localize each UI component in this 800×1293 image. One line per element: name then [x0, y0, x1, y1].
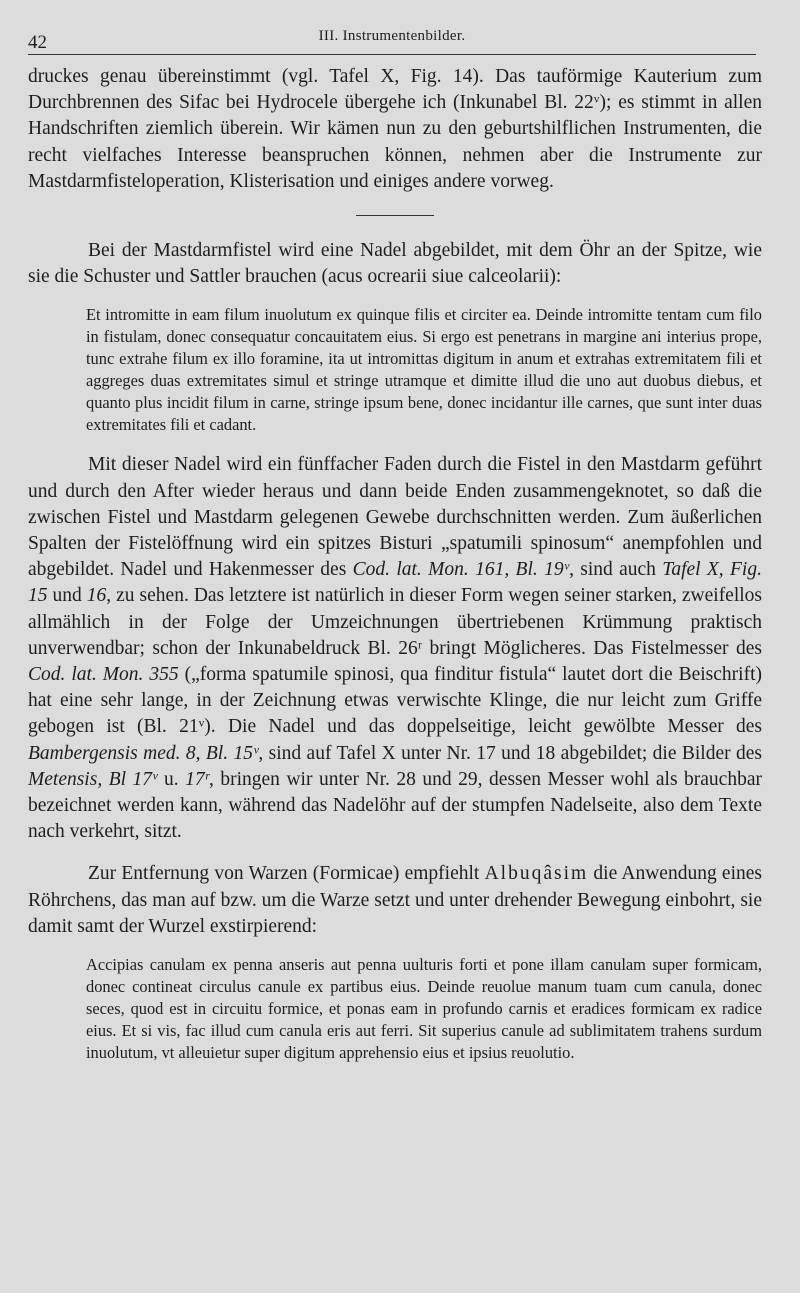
section-divider: [356, 215, 434, 216]
p3-text-a: Mit dieser Nadel wird ein fünffacher Faden durch die Fistel in den Mastdarm geführt und durch den After wieder heraus und dann beide Enden zusammengeknotet, so daß die zwischen Fistel und Mastdarm gelegenen Gewebe durchschnitten werden. Zum äußerlichen Spalten der Fistelöffnung wird ein spitzes Bisturi „spatumili spinosum“ anempfohlen und abgebildet. Nadel und Hakenmesser des: [28, 454, 762, 581]
p3-text-d: , zu sehen. Das letztere ist natürlich in dieser Form wegen seiner starken, zweifellos allmählich in der Folge der Umzeichnungen übertriebenen Krümmung praktisch unverwendbar; schon der Inkunabeldruck Bl. 26ʳ bringt Möglicheres. Das Fistelmesser des: [28, 585, 763, 659]
running-title: III. Instrumentenbilder.: [318, 28, 466, 44]
citation-fig-16: 16: [86, 585, 107, 607]
p3-text-f: , sind auf Tafel X unter Nr. 17 und 18 abgebildet; die Bilder des: [258, 742, 762, 764]
paragraph-2: Bei der Mastdarmfistel wird eine Nadel abgebildet, mit dem Öhr an der Spitze, wie sie die Schuster und Sattler brauchen (acus ocrearii siue calceolarii):: [28, 240, 762, 288]
page-header: [28, 26, 756, 55]
author-name-albuqasim: Albuqâsim: [484, 863, 589, 885]
p3-text-e: („forma spatumile spinosi, qua finditur fistula“ lautet dort die Beischrift) hat eine sehr lange, in der Zeichnung etwas verwischte Klinge, die nur leicht zum Griffe gebogen ist (Bl. 21ᵛ). Die Nadel und das doppelseitige, leicht gewölbte Messer des: [28, 664, 762, 738]
latin-quote-2: Accipias canulam ex penna anseris aut penna uulturis forti et pone illam canulam super formicam, donec contineat circulus canule ex partibus eius. Deinde reuolue manum tuam cum canula, donec seces, quod est in circuitu formice, et ponas eam in profundo carnis et eradices formicam ex radice eius. Et si vis, fac illud cum canula eris aut ferri. Sit superius canule ad sublimitatem trahens surdum inuolutum, vt alleuietur super digitum apprehensio eius et ipsius reuolutio.: [86, 955, 762, 1063]
page-number: 42: [28, 32, 47, 53]
citation-tafel-x: Tafel X, Fig. 15: [28, 559, 762, 607]
p3-text-b: , sind auch: [569, 559, 663, 581]
citation-metensis: Metensis, Bl 17ᵛ: [28, 768, 158, 790]
citation-cod-lat-mon-355: Cod. lat. Mon. 355: [28, 664, 179, 686]
latin-quote-1: Et intromitte in eam filum inuolutum ex quinque filis et circiter ea. Deinde intromitte tentam cum filo in fistulam, donec consequatur concauitatem eius. Si ergo est penetrans in margine ani interius prope, tunc extrahe filum ex illo foramine, ita ut intromittas digitum in anum et extrahas extremitatem fili et aggreges duas extremitates simul et stringe utramque et dimitte illud die uno aut duobus diebus, et quanto plus incidit filum in carne, stringe ipsum bene, donec incidantur ille carnes, que sunt inter duas extremitates fili et cadant.: [86, 305, 762, 435]
p3-text-c: und: [47, 585, 87, 607]
paragraph-4: [28, 861, 762, 940]
paragraph-1: druckes genau übereinstimmt (vgl. Tafel X, Fig. 14). Das tauförmige Kauterium zum Durchbrennen des Sifac bei Hydrocele übergehe ich (Inkunabel Bl. 22ᵛ); es stimmt in allen Handschriften ziemlich überein. Wir kämen nun zu den geburtshilflichen Instrumenten, die recht vielfaches Interesse beanspruchen können, nehmen aber die Instrumente zur Mastdarmfisteloperation, Klisterisation und einiges andere vorweg.: [28, 66, 762, 192]
citation-cod-lat-mon-161: Cod. lat. Mon. 161, Bl. 19ᵛ: [352, 559, 570, 581]
p3-text-h: , bringen wir unter Nr. 28 und 29, dessen Messer wohl als brauchbar bezeichnet werden kann, während das Nadelöhr auf der stumpfen Nadelseite, also dem Texte nach verkehrt, sitzt.: [28, 768, 762, 843]
p3-text-g: u.: [157, 768, 186, 790]
p4-text-b: die Anwendung eines Röhrchens, das man auf bzw. um die Warze setzt und unter drehender Bewegung einbohrt, sie damit samt der Wurzel exstirpierend:: [28, 863, 762, 937]
paragraph-3: [28, 452, 762, 845]
citation-metensis-17r: 17ʳ: [185, 768, 209, 790]
p4-text-a: Zur Entfernung von Warzen (Formicae) empfiehlt: [88, 863, 485, 885]
citation-bambergensis: Bambergensis med. 8, Bl. 15ᵛ: [28, 742, 259, 764]
page-body: [28, 64, 762, 1064]
